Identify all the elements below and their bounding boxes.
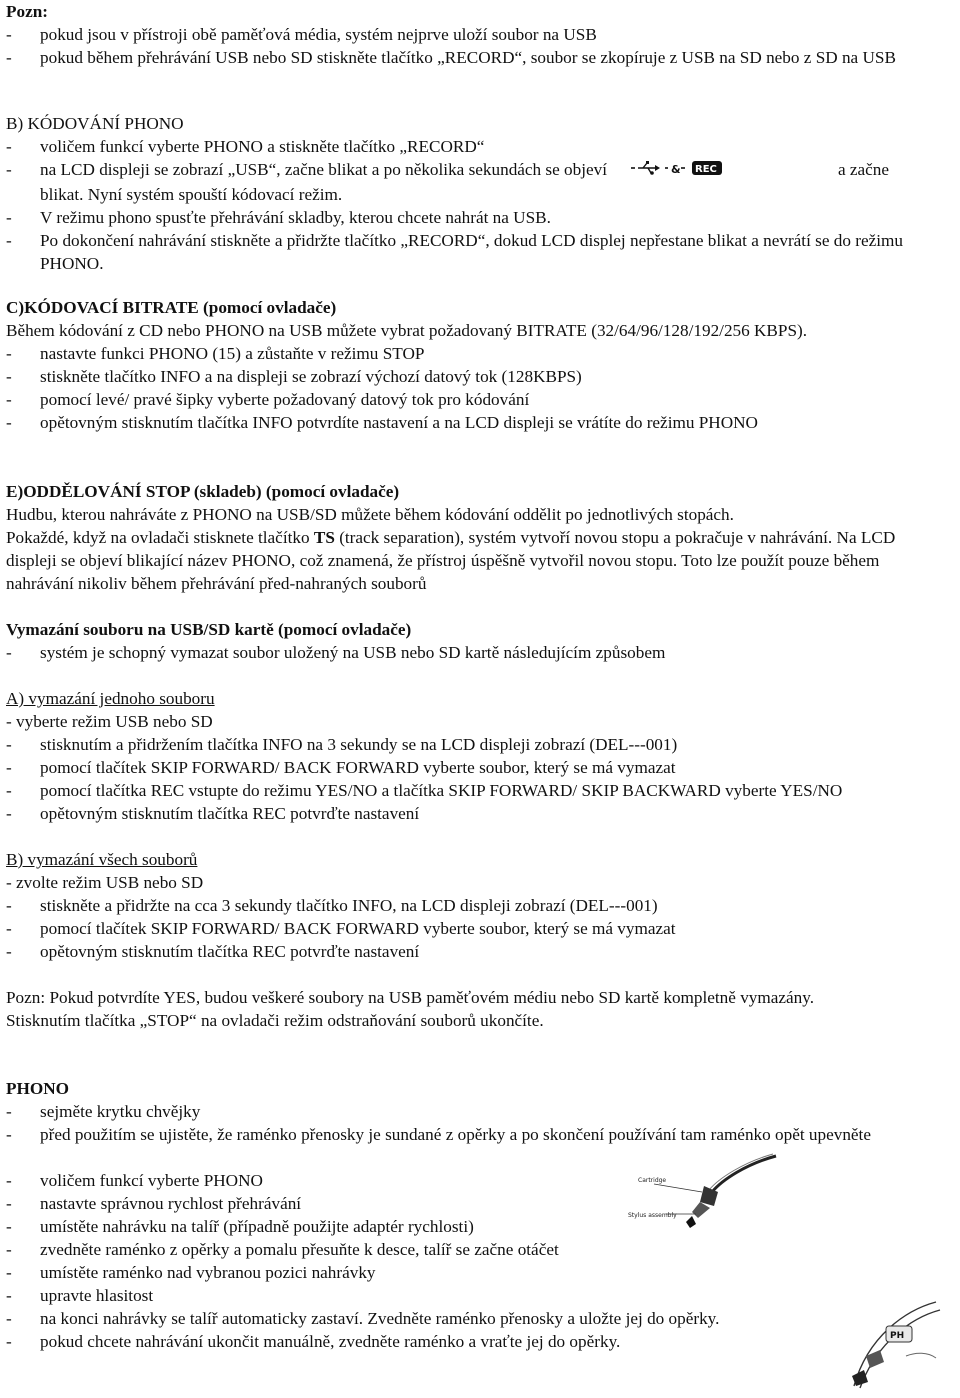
section-heading: E)ODDĚLOVÁNÍ STOP (skladeb) (pomocí ovladače) [6, 482, 400, 501]
paragraph: Pokaždé, když na ovladači stisknete tlačítko TS (track separation), systém vytvoří novou stopu a pokračuje v nahrávání. Na LCD displeji se objeví blikající název PHONO, což znamená, že přístroj úspěšně vytvořil novou stopu. Toto lze použít pouze během nahrávání nikoliv během přehrávání před-nahraných souborů [6, 528, 896, 593]
list-item: - voličem funkcí vyberte PHONO [6, 1171, 263, 1190]
svg-text:&: & [671, 163, 681, 177]
track-separation-section [6, 480, 946, 595]
phono-section [6, 1077, 946, 1353]
subsection-heading: B) vymazání všech souborů [6, 850, 198, 869]
list-item: - nastavte funkci PHONO (15) a zůstaňte v režimu STOP [6, 344, 425, 363]
paragraph-line: - zvolte režim USB nebo SD [6, 873, 204, 892]
list-item: - pokud chcete nahrávání ukončit manuálně, zvedněte raménko a vraťte jej do opěrky. [6, 1332, 621, 1351]
note-heading: Pozn: [6, 2, 49, 21]
tonearm-rest-illustration [846, 1296, 942, 1396]
svg-text:REC: REC [695, 164, 718, 176]
bitrate-section [6, 296, 946, 434]
section-heading: B) KÓDOVÁNÍ PHONO [6, 114, 184, 133]
list-item: - sejměte krytku chvějky [6, 1102, 201, 1121]
paragraph: Během kódování z CD nebo PHONO na USB můžete vybrat požadovaný BITRATE (32/64/96/128/192/256 KBPS). [6, 321, 808, 340]
list-item: - pokud jsou v přístroji obě paměťová média, systém nejprve uloží soubor na USB [6, 25, 597, 44]
list-item: - umístěte raménko nad vybranou pozici nahrávky [6, 1263, 376, 1282]
list-item: - pomocí tlačítek SKIP FORWARD/ BACK FORWARD vyberte soubor, který se má vymazat [6, 758, 676, 777]
list-item: - pomocí tlačítka REC vstupte do režimu YES/NO a tlačítka SKIP FORWARD/ SKIP BACKWARD vyberte YES/NO [6, 781, 843, 800]
list-item: - pomocí tlačítek SKIP FORWARD/ BACK FORWARD vyberte soubor, který se má vymazat [6, 919, 676, 938]
delete-section [6, 618, 946, 1032]
list-item: - na LCD displeji se zobrazí „USB“, začne blikat a po několika sekundách se objeví & REC a začne [6, 158, 946, 183]
list-item: - opětovným stisknutím tlačítka REC potvrďte nastavení [6, 804, 420, 823]
list-item: - pokud během přehrávání USB nebo SD stiskněte tlačítko „RECORD“, soubor se zkopíruje z USB na SD nebo z SD na USB [6, 48, 896, 67]
usb-rec-icon [629, 159, 725, 183]
list-item: - stisknutím a přidržením tlačítka INFO na 3 sekundy se na LCD displeji zobrazí (DEL---001) [6, 735, 678, 754]
note-section-top [6, 0, 946, 69]
list-item: - systém je schopný vymazat soubor uložený na USB nebo SD kartě následujícím způsobem [6, 643, 666, 662]
list-item: - Po dokončení nahrávání stiskněte a přidržte tlačítko „RECORD“, dokud LCD displej nepřestane blikat a nevrátí se do režimu PHONO. [6, 231, 903, 274]
paragraph-line: - vyberte režim USB nebo SD [6, 712, 213, 731]
section-heading: C)KÓDOVACÍ BITRATE (pomocí ovladače) [6, 298, 337, 317]
svg-text:Stylus assembly: Stylus assembly [628, 1212, 677, 1219]
phono-encoding-section [6, 112, 946, 275]
list-item: - nastavte správnou rychlost přehrávání [6, 1194, 302, 1213]
list-item: - pomocí levé/ pravé šipky vyberte požadovaný datový tok pro kódování [6, 390, 530, 409]
section-heading: PHONO [6, 1079, 70, 1098]
list-item: - stiskněte a přidržte na cca 3 sekundy tlačítko INFO, na LCD displeji zobrazí (DEL---001) [6, 896, 658, 915]
paragraph-line: Hudbu, kterou nahráváte z PHONO na USB/SD můžete během kódování oddělit po jednotlivých stopách. [6, 505, 734, 524]
list-item: - voličem funkcí vyberte PHONO a stiskněte tlačítko „RECORD“ [6, 137, 485, 156]
list-item: - upravte hlasitost [6, 1286, 154, 1305]
svg-text:PH: PH [890, 1331, 905, 1341]
note-paragraph: Pozn: Pokud potvrdíte YES, budou veškeré soubory na USB paměťovém médiu nebo SD kartě kompletně vymazány. Stisknutím tlačítka „STOP“ na ovladači režim odstraňování souborů ukončíte. [6, 988, 815, 1030]
list-item: - opětovným stisknutím tlačítka INFO potvrdíte nastavení a na LCD displeji se vrátíte do režimu PHONO [6, 413, 758, 432]
cartridge-illustration [626, 1152, 786, 1238]
list-item: - zvedněte raménko z opěrky a pomalu přesuňte k desce, talíř se začne otáčet [6, 1240, 559, 1259]
list-item: - na konci nahrávky se talíř automaticky zastaví. Zvedněte raménko přenosky a uložte jej do opěrky. [6, 1309, 720, 1328]
section-heading: Vymazání souboru na USB/SD kartě (pomocí ovladače) [6, 620, 412, 639]
subsection-heading: A) vymazání jednoho souboru [6, 689, 215, 708]
list-item: - V režimu phono spusťte přehrávání skladby, kterou chcete nahrát na USB. [6, 208, 551, 228]
list-item-continuation: blikat. Nyní systém spouští kódovací režim. [40, 185, 343, 205]
list-item: - před použitím se ujistěte, že raménko přenosky je sundané z opěrky a po skončení používání tam raménko opět upevněte [6, 1125, 871, 1144]
svg-text:Cartridge: Cartridge [638, 1177, 667, 1184]
list-item: - opětovným stisknutím tlačítka REC potvrďte nastavení [6, 942, 420, 961]
list-item: - stiskněte tlačítko INFO a na displeji se zobrazí výchozí datový tok (128KBPS) [6, 367, 582, 386]
list-item: - umístěte nahrávku na talíř (případně použijte adaptér rychlosti) [6, 1217, 474, 1236]
